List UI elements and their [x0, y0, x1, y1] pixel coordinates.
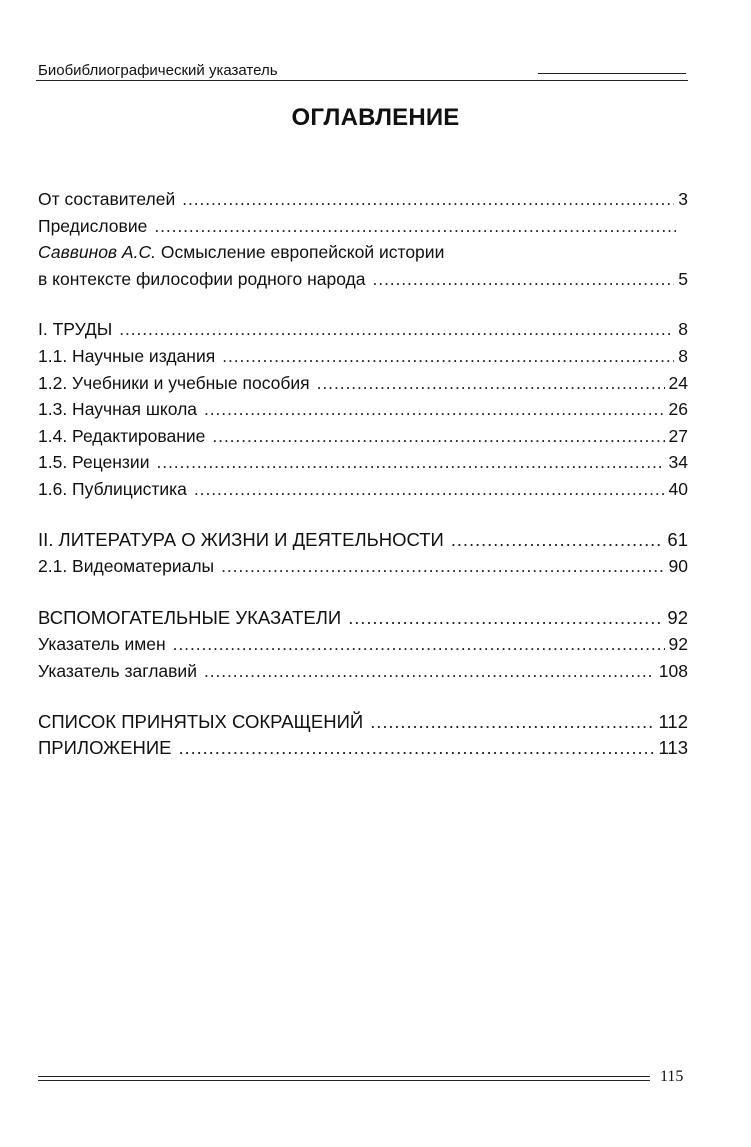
toc-entry[interactable] — [38, 449, 688, 476]
toc-entry-label: Указатель заглавий — [38, 660, 197, 681]
toc-entry-label: 1.2. Учебники и учебные пособия — [38, 372, 310, 393]
toc-entry[interactable] — [38, 343, 688, 370]
footer-rule-top — [38, 1076, 650, 1077]
table-of-contents — [38, 186, 688, 762]
dot-leader — [212, 423, 664, 450]
toc-entry-label: 1.1. Научные издания — [38, 345, 216, 366]
running-header: Биобиблиографический указатель — [38, 62, 278, 79]
toc-entry-label: 2.1. Видеоматериалы — [38, 556, 215, 577]
dot-leader — [173, 631, 665, 658]
dot-leader — [348, 605, 663, 632]
toc-entry-page: 108 — [658, 660, 688, 681]
dot-leader — [451, 527, 664, 554]
toc-entry-page: 34 — [668, 452, 688, 473]
toc-entry-label: I. ТРУДЫ — [38, 319, 113, 340]
toc-entry[interactable] — [38, 186, 688, 213]
toc-entry-label: 1.4. Редактирование — [38, 425, 206, 446]
page-title: ОГЛАВЛЕНИЕ — [291, 104, 460, 131]
toc-entry[interactable] — [38, 316, 688, 343]
toc-entry-page: 26 — [668, 399, 688, 420]
header-rule-short — [538, 73, 686, 74]
dot-leader — [372, 266, 674, 293]
toc-entry-page: 61 — [667, 528, 688, 550]
toc-entry-label: ВСПОМОГАТЕЛЬНЫЕ УКАЗАТЕЛИ — [38, 606, 342, 628]
toc-entry-page: 90 — [668, 556, 688, 577]
toc-entry[interactable] — [38, 709, 688, 736]
toc-entry[interactable] — [38, 213, 688, 240]
toc-entry[interactable] — [38, 735, 688, 762]
toc-entry[interactable] — [38, 553, 688, 580]
toc-entry-page: 40 — [668, 478, 688, 499]
toc-entry-label: От составителей — [38, 189, 176, 209]
toc-entry-page: 113 — [658, 737, 688, 759]
toc-entry-label — [38, 239, 444, 266]
toc-entry-page: 27 — [668, 425, 688, 446]
dot-leader — [221, 553, 664, 580]
dot-leader — [154, 213, 676, 240]
dot-leader — [182, 186, 674, 213]
page-number: 115 — [660, 1068, 684, 1085]
dot-leader — [194, 476, 665, 503]
toc-entry-page: 24 — [668, 372, 688, 393]
dot-leader — [204, 396, 665, 423]
toc-entry-page: 3 — [678, 189, 688, 209]
toc-entry[interactable] — [38, 396, 688, 423]
toc-entry[interactable] — [38, 605, 688, 632]
header-rule — [36, 80, 688, 81]
toc-entry-label: 1.5. Рецензии — [38, 452, 150, 473]
toc-entry-page: 8 — [678, 345, 688, 366]
toc-entry-label: Указатель имен — [38, 634, 166, 655]
toc-entry-label: 1.3. Научная школа — [38, 399, 198, 420]
toc-entry-label: ПРИЛОЖЕНИЕ — [38, 737, 172, 759]
foreword-title-line1: Осмысление европейской истории — [155, 242, 445, 263]
toc-entry-page: 8 — [678, 319, 688, 340]
dot-leader — [317, 370, 665, 397]
toc-entry-label: II. ЛИТЕРАТУРА О ЖИЗНИ И ДЕЯТЕЛЬНОСТИ — [38, 528, 444, 550]
footer-rule-bottom — [38, 1080, 650, 1081]
foreword-title-line2: в контексте философии родного народа — [38, 268, 366, 289]
toc-entry-page: 92 — [668, 634, 688, 655]
dot-leader — [178, 735, 654, 762]
toc-entry[interactable] — [38, 658, 688, 685]
toc-entry-label: Предисловие — [38, 215, 148, 236]
toc-entry-page: 112 — [658, 710, 688, 732]
dot-leader — [370, 709, 654, 736]
toc-entry-label: СПИСОК ПРИНЯТЫХ СОКРАЩЕНИЙ — [38, 710, 364, 732]
toc-entry-foreword-line2[interactable] — [38, 266, 688, 293]
dot-leader — [157, 449, 665, 476]
dot-leader — [222, 343, 674, 370]
dot-leader — [119, 316, 674, 343]
toc-entry[interactable] — [38, 631, 688, 658]
dot-leader — [204, 658, 655, 685]
toc-entry-page: 92 — [667, 606, 688, 628]
toc-entry-page: 5 — [678, 268, 688, 289]
toc-entry[interactable] — [38, 423, 688, 450]
toc-entry[interactable] — [38, 370, 688, 397]
foreword-author: Саввинов А.С. — [38, 242, 156, 263]
toc-entry[interactable] — [38, 476, 688, 503]
toc-entry[interactable] — [38, 527, 688, 554]
toc-entry-foreword-line1[interactable] — [38, 239, 688, 266]
toc-entry-label: 1.6. Публицистика — [38, 478, 187, 499]
